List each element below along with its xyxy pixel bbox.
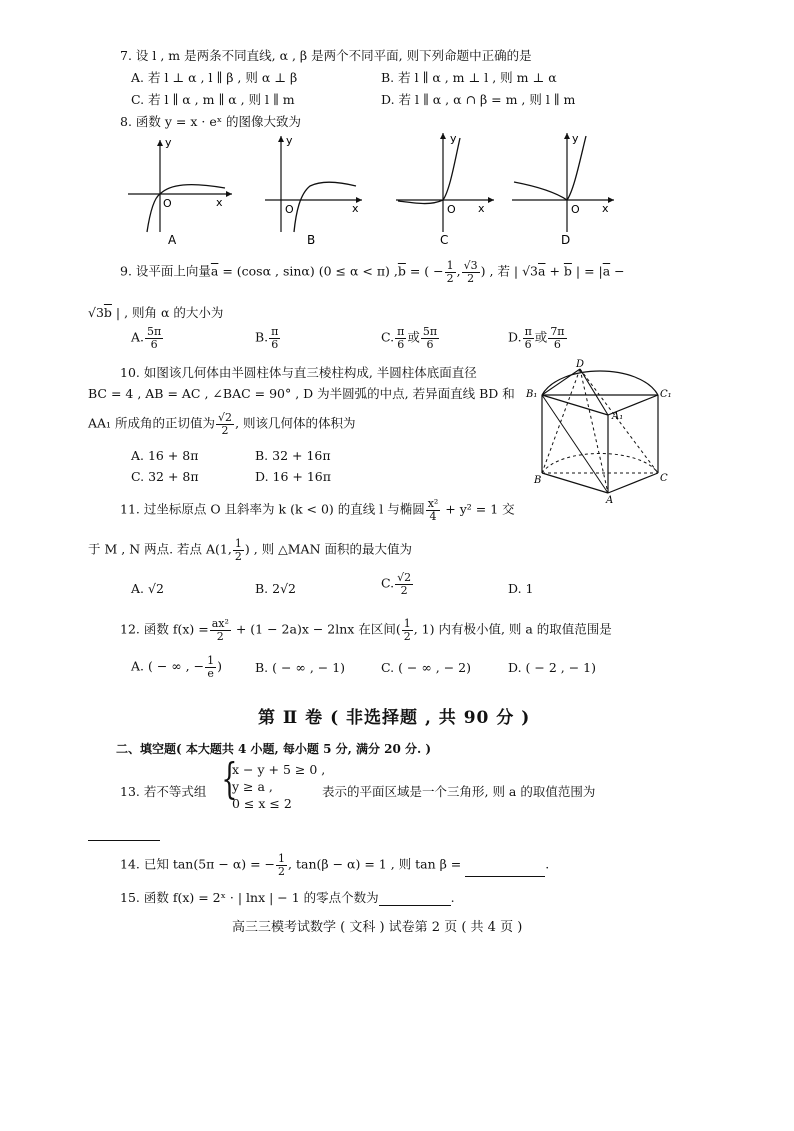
q9-line2-a: √3 [88, 305, 104, 320]
q10-fig-d: D [576, 359, 585, 370]
q14-line [120, 853, 549, 877]
q11-ellipse-frac: $\frac{\text{x²}}{4}$ [427, 497, 439, 523]
q8b-x: x [352, 202, 359, 215]
q11-line2-a: 于 M , N 两点. 若点 A(1, [88, 541, 232, 557]
q7-stem: 7. 设 l , m 是两条不同直线, α , β 是两个不同平面, 则下列命题中正确的是 [120, 48, 532, 63]
q8c-y: y [450, 132, 457, 145]
q13-tail: 表示的平面区域是一个三角形, 则 a 的取值范围为 [322, 784, 596, 799]
q11-option-c: C. $\frac{√2}{2}$ [381, 571, 412, 597]
q9-vec-a2: $\overline{a}$ [538, 263, 546, 279]
q12-stem-c: , 1) 内有极小值, 则 a 的取值范围是 [413, 621, 612, 637]
q8d-x: x [602, 202, 609, 215]
q8d-o: O [571, 203, 580, 216]
q8-graphs [0, 0, 794, 260]
q8-graph-d [512, 132, 614, 232]
q9-vec-a3: $\overline{a}$ [602, 263, 611, 279]
q12-option-c: C. ( − ∞ , − 2) [381, 660, 471, 675]
q8-graph-a [128, 136, 232, 232]
q10-fig-b1: B₁ [526, 389, 538, 400]
q9-stem-f: | = | [571, 263, 603, 279]
q9-sqrt3-half: $\frac{√3}{2}$ [463, 259, 478, 285]
q9-vec-b2: $\overline{b}$ [563, 263, 572, 279]
q11-point-frac: $\frac{1}{2}$ [234, 537, 242, 563]
q12-stem-a: 12. 函数 f(x) = [120, 621, 209, 637]
q11-option-a: A. √2 [131, 581, 164, 596]
q15-stem: 15. 函数 f(x) = 2ˣ · | lnx | − 1 的零点个数为 [120, 890, 379, 905]
q8-label-b: B [307, 233, 316, 247]
q12-option-a: A. ( − ∞ , − $\frac{1}{e}$ ) [131, 654, 222, 680]
q13-system [232, 762, 325, 813]
q13-brace: { [221, 754, 238, 803]
q11-line1 [120, 498, 515, 522]
q11-option-b: B. 2√2 [255, 581, 297, 596]
q9-stem-c: = ( − [405, 263, 444, 279]
q11-stem-a: 11. 过坐标原点 O 且斜率为 k (k < 0) 的直线 l 与椭圆 [120, 501, 425, 517]
q14-answer-blank[interactable] [465, 862, 545, 877]
q9-line2-b: | , 则角 α 的大小为 [111, 305, 224, 320]
q15-line [120, 888, 455, 906]
q13-cond1: x − y + 5 ≥ 0 , [232, 762, 326, 777]
q9-vec-b: $\overline{b}$ [397, 263, 406, 279]
q10-option-d: D. 16 + 16π [255, 469, 331, 484]
q8c-o: O [447, 203, 456, 216]
section-fill-in: 二、填空题( 本大题共 4 小题, 每小题 5 分, 满分 20 分. ) [116, 742, 432, 756]
q13-cond3: 0 ≤ x ≤ 2 [232, 795, 292, 811]
q10-fig-b: B [534, 475, 542, 486]
q8-graph-b [265, 134, 362, 232]
q9-stem-e: + [545, 263, 564, 279]
q10-line1: 10. 如图该几何体由半圆柱体与直三棱柱构成, 半圆柱体底面直径 [120, 365, 477, 380]
q12-stem-b: + (1 − 2a)x − 2lnx 在区间( [231, 621, 401, 637]
q12-option-b: B. ( − ∞ , − 1) [255, 660, 346, 675]
q12-interval-frac: $\frac{1}{2}$ [403, 617, 411, 643]
q14-end: . [545, 856, 550, 872]
q13-lead: 13. 若不等式组 [120, 784, 207, 799]
q9-line1: 9. 设平面上向量$\overline{a} = (\cos\alpha$ , sinα) (0 ≤ α < π) $,\overline{b}$ = ( − $\frac{1}{2}$ , $\frac{√3}{2}$ ) , 若 | $√3\overline{a} + \overline{b}$ | = $|\overline{a}$ − [120, 259, 625, 285]
q9-option-a: A. $\frac{5\pi}{6}$ [131, 325, 162, 351]
q7-option-a: A. 若 l ⊥ α , l ∥ β , 则 α ⊥ β [131, 70, 298, 85]
q9-stem-g: − [610, 263, 625, 279]
q10-option-a: A. 16 + 8π [131, 448, 199, 463]
q14-stem-a: 14. 已知 tan(5π − α) = − [120, 856, 276, 872]
q7-option-b: B. 若 l ∥ α , m ⊥ l , 则 m ⊥ α [381, 70, 557, 85]
q8a-y: y [165, 136, 172, 149]
q9-vec-b3: $\overline{b}$ [103, 305, 112, 320]
q10-line2: BC = 4 , AB = AC , ∠BAC = 90° , D 为半圆弧的中点, 若异面直线 BD 和 [88, 386, 515, 401]
page-footer: 高三三模考试数学 ( 文科 ) 试卷第 2 页 ( 共 4 页 ) [232, 920, 523, 935]
q8-graph-c [396, 132, 494, 232]
q8-stem: 8. 函数 y = x · eˣ 的图像大致为 [120, 114, 301, 129]
q8a-x: x [216, 196, 223, 209]
q9-line2 [88, 303, 223, 321]
q12-line1 [120, 618, 612, 642]
q14-stem-b: , tan(β − α) = 1 , 则 tan β = [288, 856, 462, 872]
q15-answer-blank[interactable] [379, 891, 451, 906]
q9-stem-a: 9. 设平面上向量 [120, 263, 211, 279]
q7-option-d: D. 若 l ∥ α , α ∩ β = m , 则 l ∥ m [381, 92, 576, 107]
q10-fig-a: A [606, 495, 614, 506]
q13-answer-blank[interactable] [88, 826, 160, 841]
q12-option-d: D. ( − 2 , − 1) [508, 660, 596, 675]
q11-line2-b: ) , 则 △MAN 面积的最大值为 [244, 541, 412, 557]
q9-stem-b: = (cosα , sinα) (0 ≤ α < π) , [218, 263, 398, 279]
q10-fig-c1: C₁ [660, 389, 672, 400]
q8-label-d: D [561, 233, 571, 247]
q10-line3-a: AA₁ 所成角的正切值为 [88, 415, 216, 431]
q14-frac: $\frac{1}{2}$ [278, 852, 286, 878]
q8b-y: y [286, 134, 293, 147]
q8-label-c: C [440, 233, 449, 247]
q9-vec-a: $\overline{a}$ [210, 263, 219, 279]
q7-option-c: C. 若 l ∥ α , m ∥ α , 则 l ∥ m [131, 92, 295, 107]
q10-line3-b: , 则该几何体的体积为 [235, 415, 356, 431]
q11-stem-b: + y² = 1 交 [441, 501, 515, 517]
q8-label-a: A [168, 233, 177, 247]
q8a-o: O [163, 197, 172, 210]
q9-stem-d: ) , 若 | √3 [480, 263, 539, 279]
q10-option-c: C. 32 + 8π [131, 469, 199, 484]
q9-option-c: C. $\frac{\pi}{6}$ 或 $\frac{5\pi}{6}$ [381, 325, 438, 351]
q9-option-d: D. $\frac{\pi}{6}$ 或 $\frac{7\pi}{6}$ [508, 325, 565, 351]
q15-end: . [450, 890, 455, 905]
q8c-x: x [478, 202, 485, 215]
q9-half: $\frac{1}{2}$ [446, 259, 454, 285]
q9-option-b: B. $\frac{\pi}{6}$ [255, 325, 279, 351]
q13-cond2: y ≥ a , [232, 778, 273, 794]
q10-option-b: B. 32 + 16π [255, 448, 331, 463]
q8d-y: y [572, 132, 579, 145]
q11-line2 [88, 538, 412, 562]
q10-fig-c: C [660, 473, 668, 484]
q10-figure [520, 355, 670, 505]
q10-fig-a1: A₁ [612, 411, 624, 422]
part2-heading: 第 Ⅱ 卷 ( 非选择题 , 共 90 分 ) [258, 708, 531, 728]
q10-line3 [88, 412, 356, 436]
q12-f-frac: $\frac{\text{ax²}}{2}$ [211, 617, 229, 643]
q10-frac: $\frac{√2}{2}$ [218, 411, 233, 437]
q8b-o: O [285, 203, 294, 216]
q11-option-d: D. 1 [508, 581, 534, 596]
